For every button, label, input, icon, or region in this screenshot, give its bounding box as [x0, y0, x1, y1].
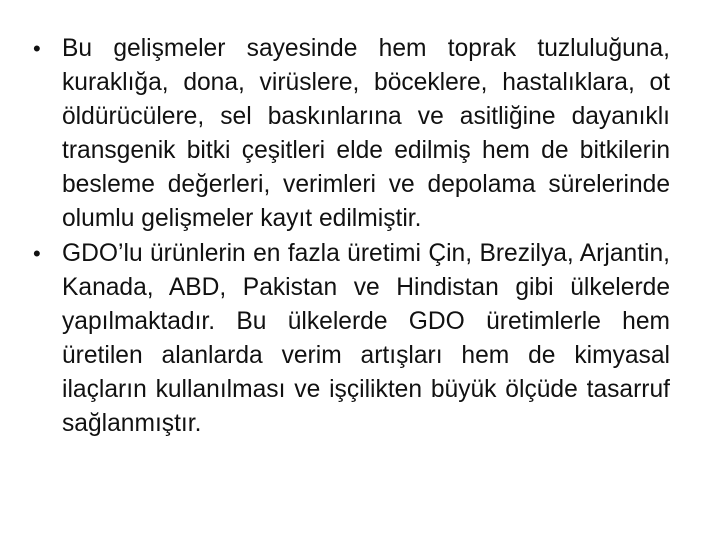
bullet-item-2 [30, 237, 670, 441]
bullet-item-1 [30, 32, 670, 236]
bullet-marker: • [33, 36, 41, 61]
bullet-text: GDO’lu ürünlerin en fazla üretimi Çin, Brezilya, Arjantin, Kanada, ABD, Pakistan ve Hindistan gibi ülkelerde yapılmaktadır. Bu ülkelerde GDO üretimlerle hem üretilen alanlarda verim artışları hem de kimyasal ilaçların kullanılması ve işçilikten büyük ölçüde tasarruf sağlanmıştır. [62, 240, 670, 437]
bullet-marker: • [33, 241, 41, 266]
bullet-text: Bu gelişmeler sayesinde hem toprak tuzluluğuna, kuraklığa, dona, virüslere, böceklere, hastalıklara, ot öldürücülere, sel baskınlarına ve asitliğine dayanıklı transgenik bitki çeşitleri elde edilmiş hem de bitkilerin besleme değerleri, verimleri ve depolama sürelerinde olumlu gelişmeler kayıt edilmiştir. [62, 35, 670, 232]
bullet-list [30, 32, 670, 442]
